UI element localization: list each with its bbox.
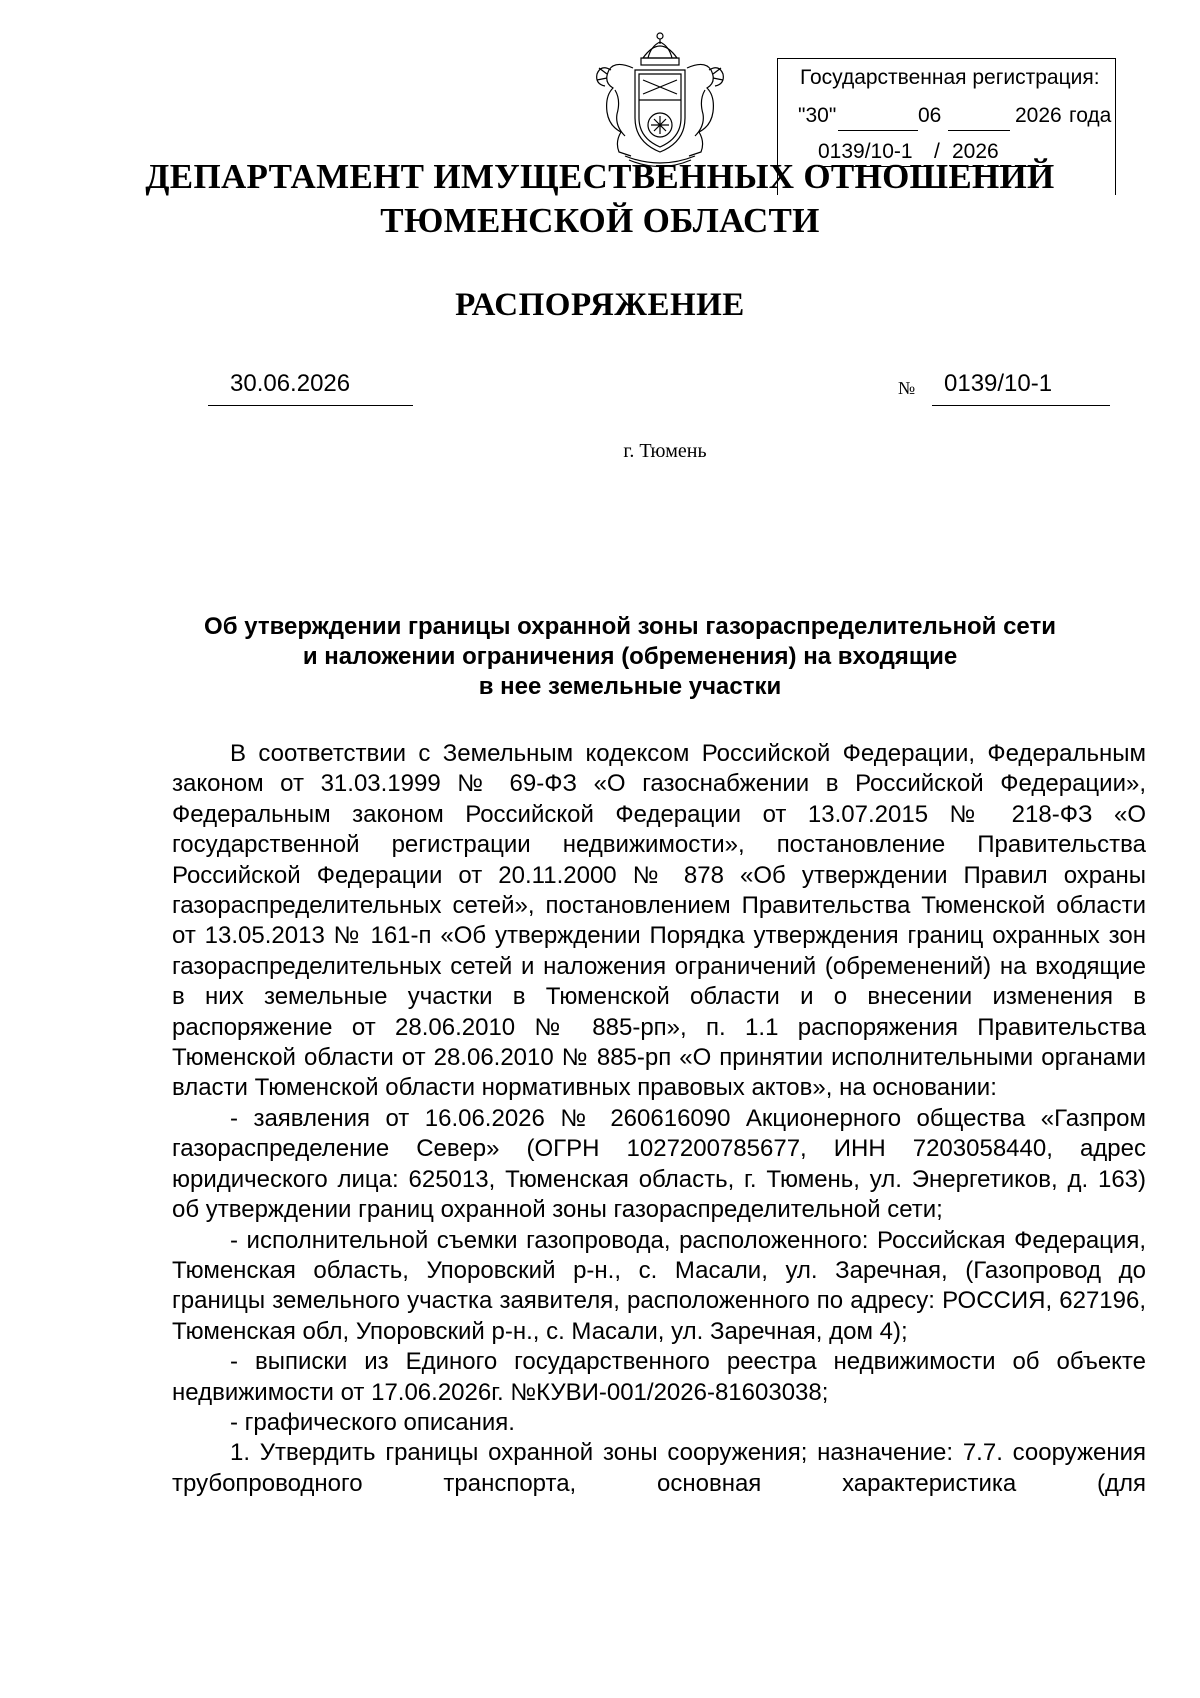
registration-day: "30" [798, 104, 837, 127]
subject-line-3: в нее земельные участки [478, 673, 782, 700]
number-sign: № [898, 378, 916, 398]
registration-separator: / [934, 140, 940, 163]
document-date: 30.06.2026 [230, 370, 351, 397]
registration-year: 2026 [1015, 104, 1062, 127]
document-number: 0139/10-1 [944, 370, 1053, 397]
registration-month: 06 [918, 104, 942, 127]
body-paragraph-basis-registry-extract: - выписки из Единого государственного реестра недвижимости об объекте недвижимости от 17.06.2026г. №КУВИ-001/2026-81603038; [172, 1348, 1146, 1406]
registration-year-suffix: года [1069, 104, 1112, 127]
registration-day-underline [838, 130, 918, 131]
subject-line-2: и наложении ограничения (обременения) на входящие [302, 643, 958, 670]
body-paragraph-basis-graphic-description: - графического описания. [230, 1408, 515, 1436]
body-paragraph-preamble: В соответствии с Земельным кодексом Российской Федерации, Федеральным законом от 31.03.1999 № 69-ФЗ «О газоснабжении в Российской Федерации», Федеральным законом Российской Федерации от 13.07.2015 № 218-ФЗ «О государственной регистрации недвижимости», постановление Правительства Российской Федерации от 20.11.2000 № 878 «Об утверждении Правил охраны газораспределительных сетей», постановлением Правительства Тюменской области от 13.05.2013 № 161-п «Об утверждении Порядка утверждения границ охранных зон газораспределительных сетей и наложения ограничений (обременений) на входящие в них земельные участки в Тюменской области и о внесении изменения в распоряжение от 28.06.2010 № 885-рп», п. 1.1 распоряжения Правительства Тюменской области от 28.06.2010 № 885-рп «О принятии исполнительными органами власти Тюменской области нормативных правовых актов», на основании: [172, 740, 1146, 1102]
document-type-title: РАСПОРЯЖЕНИЕ [455, 287, 745, 323]
registration-title: Государственная регистрация: [800, 66, 1100, 89]
registration-number: 0139/10-1 [818, 140, 913, 163]
document-subject [150, 612, 1110, 702]
registration-number-year: 2026 [952, 140, 999, 163]
department-line-1: ДЕПАРТАМЕНТ ИМУЩЕСТВЕННЫХ ОТНОШЕНИЙ [145, 157, 1055, 196]
city-name: г. Тюмень [623, 440, 707, 462]
registration-month-underline [948, 130, 1010, 131]
number-underline [932, 405, 1110, 406]
body-paragraph-item-1: 1. Утвердить границы охранной зоны сооружения; назначение: 7.7. сооружения трубопроводного транспорта, основная характеристика (для [172, 1439, 1146, 1497]
department-name [0, 155, 1200, 243]
body-paragraph-basis-application: - заявления от 16.06.2026 № 260616090 Акционерного общества «Газпром газораспределение Север» (ОГРН 1027200785677, ИНН 7203058440, адрес юридического лица: 625013, Тюменская область, г. Тюмень, ул. Энергетиков, д. 163) об утверждении границ охранной зоны газораспределительной сети; [172, 1104, 1146, 1224]
date-underline [208, 405, 413, 406]
body-paragraph-basis-survey: - исполнительной съемки газопровода, расположенного: Российская Федерация, Тюменская область, Упоровский р-н., с. Масали, ул. Заречная, (Газопровод до границы земельного участка заявителя, расположенного по адресу: РОССИЯ, 627196, Тюменская обл, Упоровский р-н., с. Масали, ул. Заречная, дом 4); [172, 1226, 1146, 1345]
coat-of-arms-emblem [585, 30, 735, 175]
document-body [172, 739, 1146, 1499]
subject-line-1: Об утверждении границы охранной зоны газораспределительной сети [204, 613, 1056, 640]
department-line-2: ТЮМЕНСКОЙ ОБЛАСТИ [380, 201, 820, 240]
